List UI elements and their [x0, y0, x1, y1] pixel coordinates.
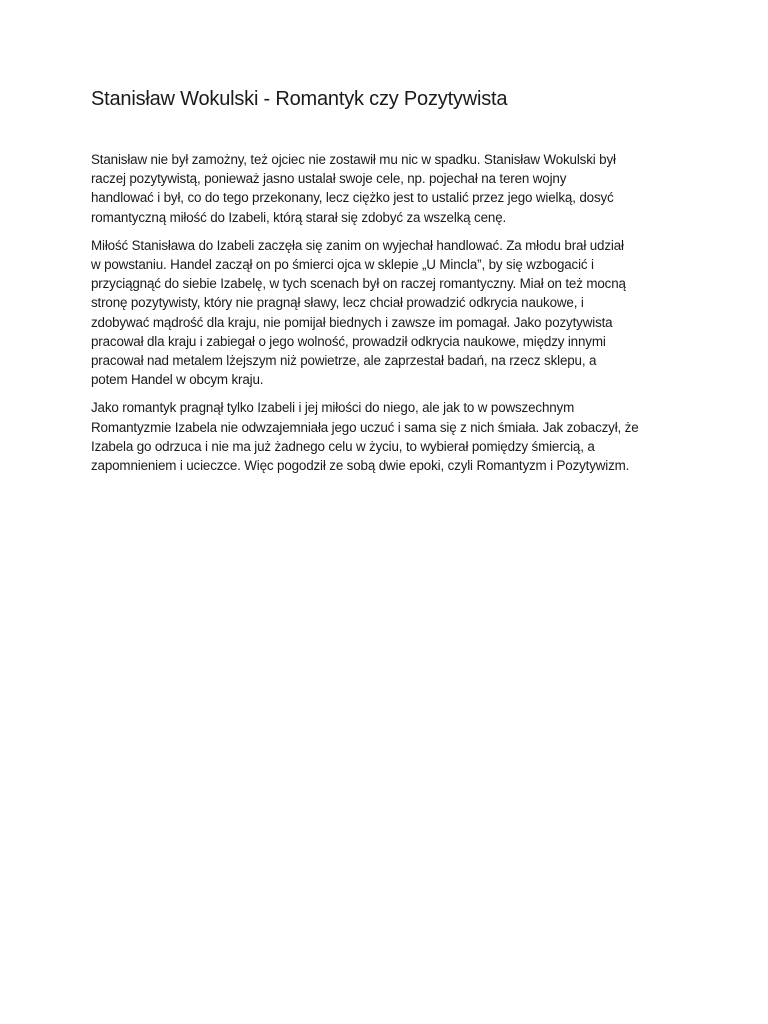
paragraph-line: Stanisław nie był zamożny, też ojciec nie zostawił mu nic w spadku. Stanisław Wokulski był	[91, 152, 616, 167]
paragraph-line: przyciągnąć do siebie Izabelę, w tych scenach był on raczej romantyczny. Miał on też mocną	[91, 276, 626, 292]
paragraph-line: zdobywać mądrość dla kraju, nie pomijał biednych i zawsze im pomagał. Jako pozytywista	[91, 314, 613, 330]
paragraph-2	[91, 236, 681, 390]
paragraph-line: romantyczną miłość do Izabeli, którą starał się zdobyć za wszelką cenę.	[91, 209, 507, 225]
paragraph-line: stronę pozytywisty, który nie pragnął sławy, lecz chciał prowadzić odkrycia naukowe, i	[91, 295, 584, 311]
paragraph-line: pracował nad metalem lżejszym niż powietrze, ale zaprzestał badań, na rzecz sklepu, a	[91, 353, 597, 369]
document-title: Stanisław Wokulski - Romantyk czy Pozytywista	[91, 88, 508, 110]
paragraph-line: w powstaniu. Handel zaczął on po śmierci ojca w sklepie „U Mincla”, by się wzbogacić i	[91, 257, 594, 273]
paragraph-line: Romantyzmie Izabela nie odwzajemniała jego uczuć i sama się z nich śmiała. Jak zobaczył, że	[91, 419, 639, 435]
paragraph-line: potem Handel w obcym kraju.	[91, 372, 264, 388]
paragraph-line: Miłość Stanisława do Izabeli zaczęła się zanim on wyjechał handlować. Za młodu brał udział	[91, 237, 624, 253]
paragraph-3	[91, 398, 681, 475]
paragraph-line: Izabela go odrzuca i nie ma już żadnego celu w życiu, to wybierał pomiędzy śmiercią, a	[91, 438, 595, 454]
document-body	[91, 150, 681, 484]
paragraph-line: zapomnieniem i ucieczce. Więc pogodził ze sobą dwie epoki, czyli Romantyzm i Pozytywizm.	[91, 458, 630, 474]
paragraph-line: raczej pozytywistą, ponieważ jasno ustalał swoje cele, np. pojechał na teren wojny	[91, 171, 567, 187]
paragraph-line: handlować i był, co do tego przekonany, lecz ciężko jest to ustalić przez jego wielką, dosyć	[91, 190, 614, 206]
paragraph-line: pracował dla kraju i zabiegał o jego wolność, prowadził odkrycia naukowe, między innymi	[91, 333, 606, 349]
paragraph-1	[91, 150, 681, 227]
paragraph-line: Jako romantyk pragnął tylko Izabeli i jej miłości do niego, ale jak to w powszechnym	[91, 400, 575, 416]
